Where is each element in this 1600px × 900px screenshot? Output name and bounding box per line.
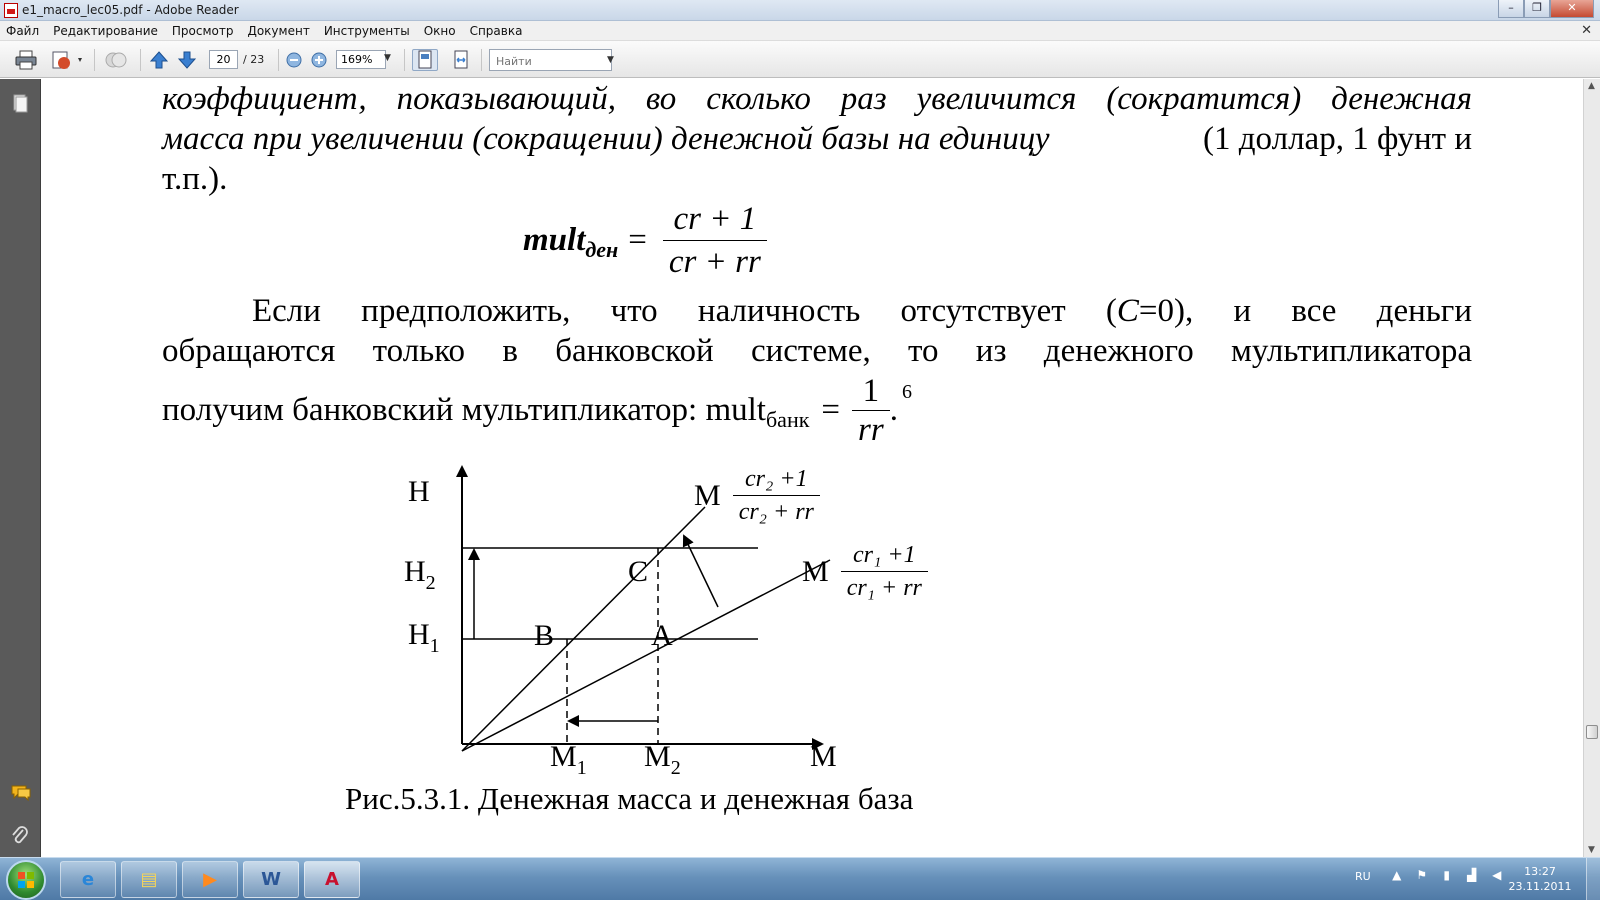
bank-multiplier-numerator: 1 <box>862 372 880 409</box>
formula-denominator: cr + rr <box>663 240 767 283</box>
language-indicator[interactable]: RU <box>1355 869 1371 883</box>
footnote-marker[interactable]: 6 <box>901 381 912 403</box>
share-document-icon <box>50 50 84 70</box>
flat-line-fraction <box>841 539 928 604</box>
x-axis-label: M <box>810 740 837 773</box>
internet-explorer-icon: e <box>81 869 95 890</box>
formula-lhs-sub: ден <box>585 237 619 262</box>
arrow-up-icon <box>149 50 169 70</box>
taskbar-adobe-reader[interactable] <box>304 861 360 898</box>
word-icon: W <box>261 869 281 890</box>
menu-tools[interactable]: Инструменты <box>323 23 410 38</box>
steep-line-m: M <box>694 478 721 512</box>
doc-line-2-normal: (1 доллар, 1 фунт и <box>1203 121 1472 157</box>
taskbar-file-explorer[interactable] <box>121 861 177 898</box>
steep-line-fraction <box>733 463 820 528</box>
show-desktop-button[interactable] <box>1586 858 1600 900</box>
para2-line1-end: =0), и все деньги <box>1138 293 1472 329</box>
menu-file[interactable]: Файл <box>6 23 40 38</box>
attachments-panel-icon[interactable] <box>10 825 30 845</box>
page-total: / 23 <box>243 53 265 66</box>
h1-label-sub: 1 <box>429 635 440 657</box>
page-number-input[interactable]: 20 <box>209 50 238 69</box>
m1-label <box>550 737 587 780</box>
clock-time: 13:27 <box>1524 865 1556 878</box>
scroll-down-icon[interactable]: ▼ <box>1588 845 1595 855</box>
h1-label-main: H <box>408 618 430 651</box>
flat-line-m: M <box>802 554 829 588</box>
fit-page-button[interactable] <box>412 49 438 71</box>
restore-button[interactable]: ❐ <box>1524 0 1550 18</box>
h2-label <box>404 552 436 595</box>
volume-icon[interactable]: ◀ <box>1492 868 1502 882</box>
zoom-in-button[interactable] <box>309 49 329 71</box>
menu-bar <box>0 21 1600 41</box>
formula-equals: = <box>628 221 647 258</box>
steep-line-denominator: cr₂ + rr <box>733 495 820 528</box>
battery-icon[interactable]: ▮ <box>1443 868 1450 882</box>
doc-line-3: т.п.). <box>162 161 228 197</box>
close-button[interactable]: ✕ <box>1550 0 1594 18</box>
search-input[interactable] <box>490 52 611 72</box>
taskbar-word[interactable] <box>243 861 299 898</box>
navigation-pane <box>0 79 41 857</box>
fit-page-icon <box>416 50 434 70</box>
zoom-dropdown-icon[interactable]: ▼ <box>384 53 391 63</box>
previous-page-button[interactable] <box>148 49 170 71</box>
para2-line3-text: получим банковский мультипликатор: mult <box>162 392 766 428</box>
menu-window[interactable]: Окно <box>423 23 456 38</box>
m2-label-main: M <box>644 740 671 773</box>
document-close-button[interactable]: ✕ <box>1581 23 1592 38</box>
taskbar-internet-explorer[interactable] <box>60 861 116 898</box>
title-bar <box>0 0 1600 21</box>
flat-line-denominator: cr₁ + rr <box>841 571 928 604</box>
taskbar-media-player[interactable] <box>182 861 238 898</box>
window-controls <box>1498 0 1594 18</box>
document-view[interactable] <box>42 79 1583 857</box>
y-axis-label: H <box>408 475 430 508</box>
pdf-file-icon <box>4 3 18 18</box>
flat-line-numerator: cr₁ +1 <box>853 542 916 568</box>
h2-label-sub: 2 <box>425 572 436 594</box>
vertical-scrollbar[interactable] <box>1583 79 1600 857</box>
comments-panel-icon[interactable] <box>10 783 30 803</box>
search-dropdown-icon[interactable]: ▼ <box>607 55 614 65</box>
bank-multiplier-denominator: rr <box>852 410 890 449</box>
toolbar <box>0 41 1600 78</box>
windows-logo-icon <box>8 862 44 898</box>
para2-line1-start: Если предположить, что наличность отсутствует ( <box>252 293 1117 329</box>
formula-lhs: mult <box>523 221 586 258</box>
menu-help[interactable]: Справка <box>469 23 523 38</box>
system-tray <box>1355 868 1514 884</box>
h1-label <box>408 615 440 658</box>
figure-caption: Рис.5.3.1. Денежная масса и денежная база <box>345 781 914 816</box>
search-box <box>489 49 612 71</box>
fit-width-button[interactable] <box>448 49 474 71</box>
m2-label <box>644 737 681 780</box>
steep-line-label <box>694 463 820 528</box>
collaborate-button[interactable] <box>102 49 130 71</box>
scrollbar-thumb[interactable] <box>1586 725 1598 739</box>
taskbar <box>0 857 1600 900</box>
fit-width-icon <box>452 50 470 70</box>
zoom-out-icon <box>286 52 302 68</box>
steep-line-numerator: cr₂ +1 <box>745 466 808 492</box>
show-hidden-icons-icon[interactable]: ▲ <box>1392 868 1402 882</box>
clock-date: 23.11.2011 <box>1508 880 1572 893</box>
clock[interactable] <box>1505 864 1575 894</box>
zoom-level-input[interactable]: 169% <box>336 50 386 69</box>
media-player-icon: ▶ <box>203 869 217 890</box>
doc-para2-line2: обращаются только в банковской системе, то из денежного мультипликатора <box>162 333 1472 369</box>
pages-panel-icon[interactable] <box>10 93 30 113</box>
print-button[interactable] <box>12 49 40 71</box>
zoom-in-icon <box>311 52 327 68</box>
h2-label-main: H <box>404 555 426 588</box>
adobe-reader-icon: A <box>325 869 339 890</box>
m2-label-sub: 2 <box>670 757 681 779</box>
formula-numerator: cr + 1 <box>673 200 757 237</box>
point-c-label: C <box>628 555 649 588</box>
arrow-down-icon <box>177 50 197 70</box>
para2-line1-var: C <box>1116 293 1139 329</box>
para2-line3-eq: = <box>821 392 841 428</box>
m1-label-sub: 1 <box>576 757 587 779</box>
scroll-up-icon[interactable]: ▲ <box>1588 81 1595 91</box>
m1-label-main: M <box>550 740 577 773</box>
collaborate-icon <box>104 50 128 70</box>
point-a-label: A <box>651 619 673 652</box>
menu-edit[interactable]: Редактирование <box>53 23 158 38</box>
menu-view[interactable]: Просмотр <box>171 23 234 38</box>
printer-icon <box>15 50 37 70</box>
para2-line3-period: . <box>889 392 898 428</box>
start-button[interactable] <box>6 860 46 900</box>
para2-line3-sub: банк <box>765 407 810 432</box>
window-title: e1_macro_lec05.pdf - Adobe Reader <box>22 3 239 17</box>
menu-document[interactable]: Документ <box>247 23 310 38</box>
zoom-out-button[interactable] <box>284 49 304 71</box>
rotation-arrow <box>684 536 718 607</box>
point-b-label: B <box>534 619 555 652</box>
next-page-button[interactable] <box>176 49 198 71</box>
network-icon[interactable]: ▟ <box>1467 868 1477 882</box>
doc-line-1: коэффициент, показывающий, во сколько раз увеличится (сократится) денежная <box>162 81 1472 117</box>
flat-line-label <box>802 539 928 604</box>
minimize-button[interactable]: – <box>1498 0 1524 18</box>
folder-icon: ▤ <box>140 869 158 890</box>
share-button[interactable] <box>48 49 86 71</box>
action-center-icon[interactable]: ⚑ <box>1416 868 1428 882</box>
doc-line-2-italic: масса при увеличении (сокращении) денежной базы на единицу <box>162 121 1050 157</box>
